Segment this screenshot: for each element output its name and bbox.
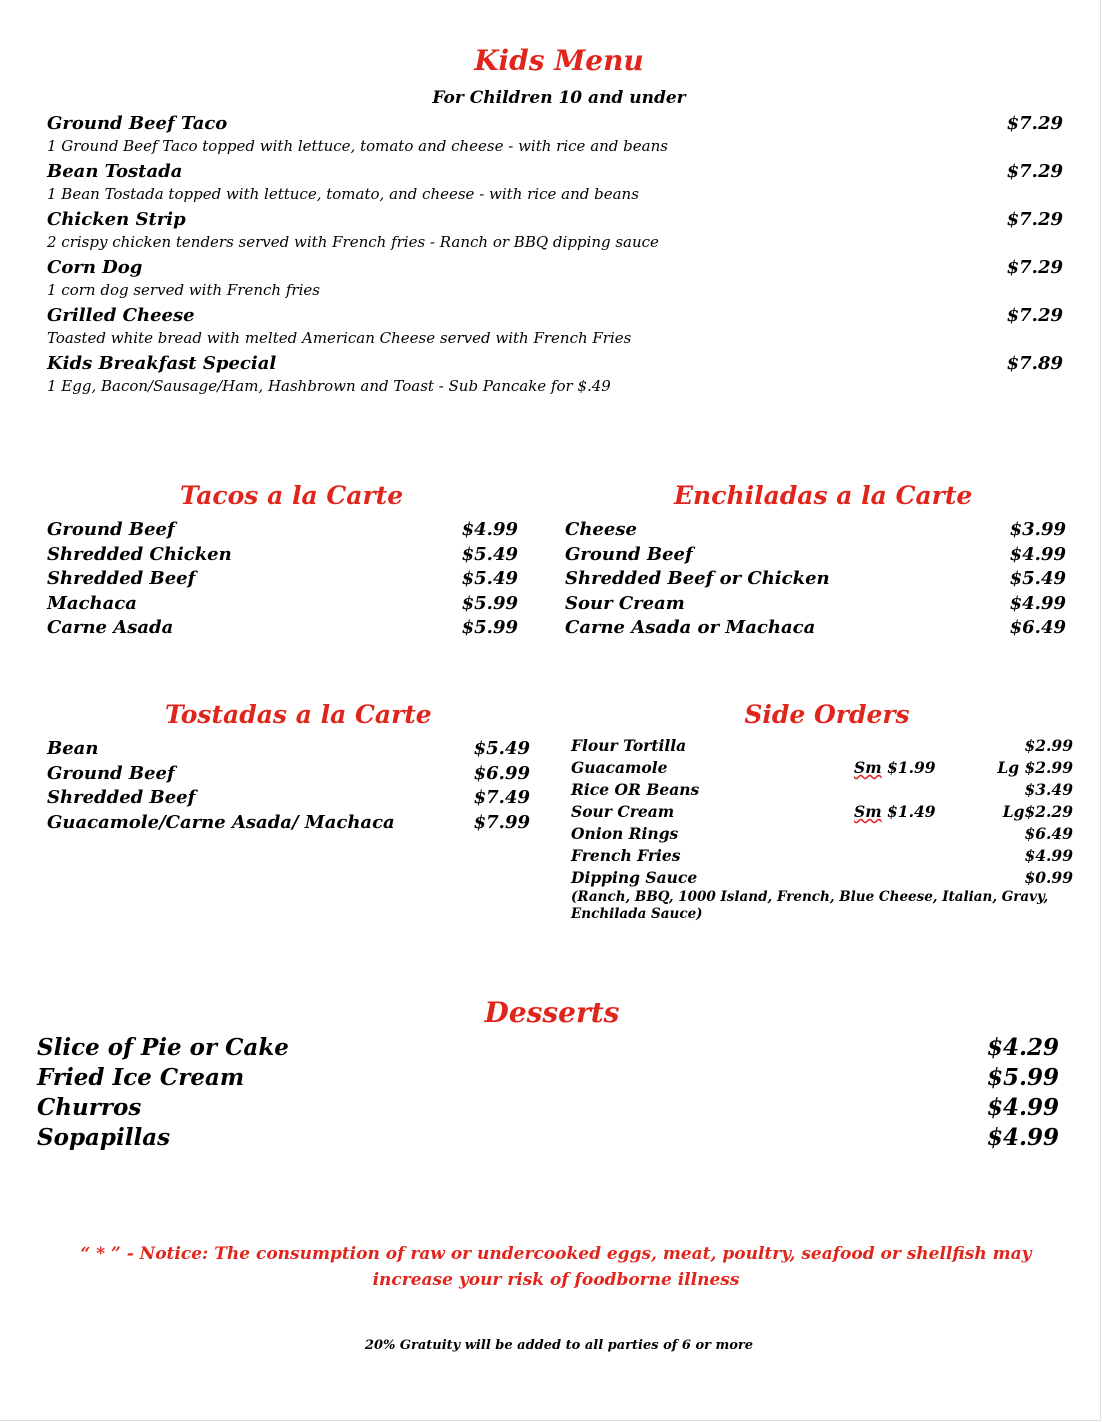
item-name: Chicken Strip: [47, 209, 186, 230]
list-item: [571, 823, 1073, 845]
item-price: $7.29: [1006, 113, 1063, 134]
item-name: Sopapillas: [37, 1124, 171, 1151]
item-price: $5.99: [986, 1064, 1059, 1091]
enchiladas-list: [565, 518, 1066, 641]
small-price: Sm $1.49: [854, 802, 936, 821]
list-item: [47, 113, 1063, 161]
item-description: Toasted white bread with melted American Cheese served with French Fries: [47, 329, 632, 347]
list-item: [47, 592, 518, 617]
item-name: Machaca: [47, 592, 137, 614]
item-name: Slice of Pie or Cake: [37, 1034, 289, 1061]
item-name: Churros: [37, 1094, 142, 1121]
list-item: [47, 543, 518, 568]
small-price: Sm $1.99: [854, 758, 936, 777]
desserts-list: [37, 1033, 1059, 1153]
item-price: $4.29: [986, 1034, 1059, 1061]
list-item: [47, 737, 530, 762]
item-price: $4.99: [1024, 846, 1073, 865]
item-name: Bean: [47, 738, 99, 759]
item-price: $7.29: [1006, 257, 1063, 278]
item-name: Shredded Beef: [47, 568, 196, 590]
side-orders-title: Side Orders: [744, 700, 910, 729]
item-description: 2 crispy chicken tenders served with French fries - Ranch or BBQ dipping sauce: [47, 233, 659, 251]
item-name: French Fries: [571, 846, 681, 865]
item-name: Carne Asada or Machaca: [565, 617, 816, 639]
item-price: $4.99: [986, 1094, 1059, 1121]
item-name: Shredded Beef: [47, 787, 196, 809]
item-name: Guacamole: [571, 758, 668, 777]
item-price: $5.49: [461, 543, 518, 565]
kids-menu-title: Kids Menu: [474, 44, 644, 77]
item-name: Shredded Chicken: [47, 543, 232, 565]
list-item: [47, 305, 1063, 353]
item-name: Grilled Cheese: [47, 305, 195, 326]
item-price: $4.99: [986, 1124, 1059, 1151]
item-name: Ground Beef: [565, 543, 693, 565]
item-price: $5.99: [461, 617, 518, 639]
item-name: Ground Beef Taco: [47, 113, 228, 134]
list-item: [47, 616, 518, 641]
list-item: [37, 1033, 1059, 1063]
item-name: Fried Ice Cream: [37, 1064, 245, 1091]
list-item: [47, 257, 1063, 305]
item-name: Bean Tostada: [47, 161, 183, 182]
item-price: $7.49: [473, 787, 530, 809]
item-name: Onion Rings: [571, 824, 679, 843]
item-description: 1 Egg, Bacon/Sausage/Ham, Hashbrown and Toast - Sub Pancake for $.49: [47, 377, 611, 395]
item-price: Lg$2.29: [1002, 802, 1073, 821]
tostadas-title: Tostadas a la Carte: [165, 700, 432, 729]
item-price: $6.99: [473, 762, 530, 784]
list-item: [47, 209, 1063, 257]
item-price: $4.99: [1009, 592, 1066, 614]
item-name: Rice OR Beans: [571, 780, 700, 799]
item-name: Guacamole/Carne Asada/ Machaca: [47, 811, 395, 833]
item-price: $0.99: [1024, 868, 1073, 887]
item-price: $7.29: [1006, 161, 1063, 182]
side-orders-list: [571, 735, 1073, 923]
item-price: $4.99: [461, 519, 518, 540]
list-item: [571, 757, 1073, 779]
item-name: Flour Tortilla: [571, 736, 687, 755]
dipping-sauce-note: (Ranch, BBQ, 1000 Island, French, Blue Cheese, Italian, Gravy, Enchilada Sauce): [571, 889, 1049, 922]
list-item: [571, 779, 1073, 801]
item-name: Sour Cream: [571, 802, 675, 821]
list-item: [565, 616, 1066, 641]
food-safety-notice: “ * ” - Notice: The consumption of raw or undercooked eggs, meat, poultry, seafood or shellfish may increase your risk of foodborne illness: [80, 1244, 1032, 1290]
item-price: $2.99: [1024, 736, 1073, 755]
list-item: [565, 518, 1066, 543]
item-price: $6.49: [1009, 617, 1066, 639]
item-price: $5.49: [1009, 568, 1066, 590]
item-name: Dipping Sauce: [571, 868, 698, 887]
list-item: [565, 592, 1066, 617]
list-item: [47, 353, 1063, 401]
list-item: [565, 567, 1066, 592]
gratuity-note: 20% Gratuity will be added to all parties of 6 or more: [364, 1338, 754, 1353]
item-name: Kids Breakfast Special: [47, 353, 277, 374]
item-name: Carne Asada: [47, 617, 174, 639]
desserts-title: Desserts: [484, 996, 620, 1029]
item-price: $4.99: [1009, 543, 1066, 565]
item-price: $5.49: [473, 738, 530, 759]
item-price: $7.99: [473, 811, 530, 833]
list-item: [571, 801, 1073, 823]
item-price: $3.49: [1024, 780, 1073, 799]
list-item: [47, 567, 518, 592]
item-name: Corn Dog: [47, 257, 143, 278]
item-description: 1 corn dog served with French fries: [47, 281, 320, 299]
list-item: [47, 518, 518, 543]
list-item: [47, 762, 530, 787]
item-name: Ground Beef: [47, 519, 175, 540]
item-name: Shredded Beef or Chicken: [565, 568, 830, 590]
list-item: [47, 811, 530, 836]
list-item: [37, 1093, 1059, 1123]
list-item: [47, 786, 530, 811]
item-description: 1 Ground Beef Taco topped with lettuce, tomato and cheese - with rice and beans: [47, 137, 668, 155]
item-name: Ground Beef: [47, 762, 175, 784]
item-description: 1 Bean Tostada topped with lettuce, tomato, and cheese - with rice and beans: [47, 185, 639, 203]
item-price: $7.89: [1006, 353, 1063, 374]
list-item: [571, 735, 1073, 757]
item-name: Cheese: [565, 519, 637, 540]
item-price: $7.29: [1006, 305, 1063, 326]
kids-menu-subtitle: For Children 10 and under: [432, 88, 686, 108]
enchiladas-title: Enchiladas a la Carte: [674, 481, 973, 510]
tostadas-list: [47, 737, 530, 835]
item-name: Sour Cream: [565, 592, 685, 614]
tacos-list: [47, 518, 518, 641]
list-item: [565, 543, 1066, 568]
item-price: $7.29: [1006, 209, 1063, 230]
item-price: $6.49: [1024, 824, 1073, 843]
list-item: [37, 1123, 1059, 1153]
kids-menu-list: [47, 113, 1063, 401]
list-item: [47, 161, 1063, 209]
list-item: [571, 867, 1073, 889]
item-price: $3.99: [1009, 519, 1066, 540]
list-item: [37, 1063, 1059, 1093]
item-price: $5.49: [461, 568, 518, 590]
tacos-title: Tacos a la Carte: [180, 481, 404, 510]
item-price: $5.99: [461, 592, 518, 614]
item-price: Lg $2.99: [997, 758, 1073, 777]
list-item: [571, 845, 1073, 867]
